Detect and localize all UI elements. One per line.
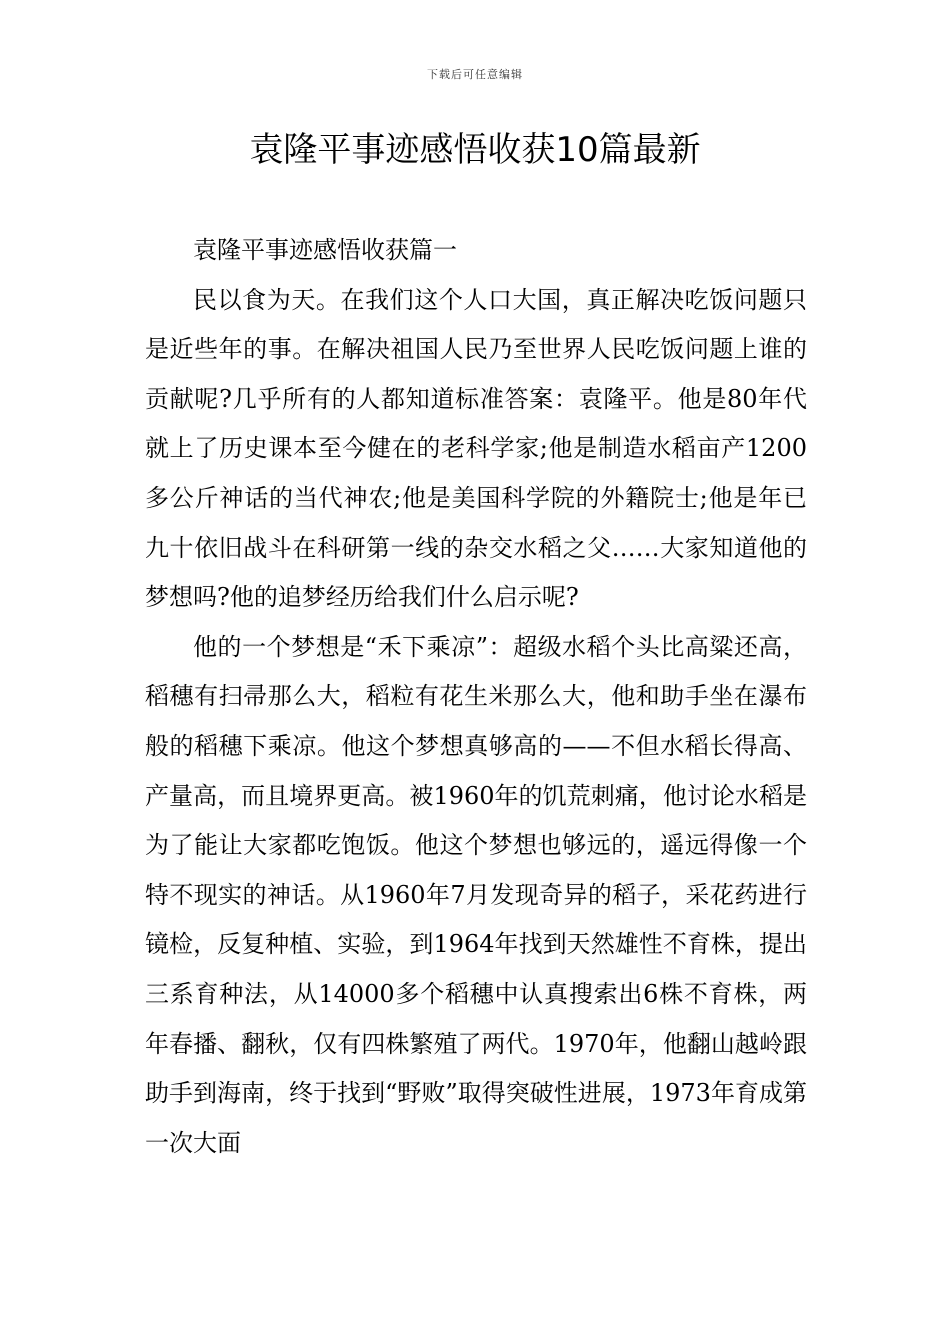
paragraph-1: 民以食为天。在我们这个人口大国，真正解决吃饭问题只是近些年的事。在解决祖国人民乃至世界人民吃饭问题上谁的贡献呢?几乎所有的人都知道标准答案：袁隆平。他是80年代就上了历史课本至今健在的老科学家;他是制造水稻亩产1200多公斤神话的当代神农;他是美国科学院的外籍院士;他是年已九十依旧战斗在科研第一线的杂交水稻之父……大家知道他的梦想吗?他的追梦经历给我们什么启示呢? — [145, 285, 807, 612]
document-body — [145, 226, 807, 1168]
section-heading: 袁隆平事迹感悟收获篇一 — [193, 236, 457, 264]
document-title: 袁隆平事迹感悟收获10篇最新 — [249, 130, 701, 170]
header-note: 下载后可任意编辑 — [427, 68, 523, 81]
paragraph-2: 他的一个梦想是“禾下乘凉”：超级水稻个头比高粱还高，稻穗有扫帚那么大，稻粒有花生米那么大，他和助手坐在瀑布般的稻穗下乘凉。他这个梦想真够高的——不但水稻长得高、产量高，而且境界更高。被1960年的饥荒刺痛，他讨论水稻是为了能让大家都吃饱饭。他这个梦想也够远的，遥远得像一个特不现实的神话。从1960年7月发现奇异的稻子，采花药进行镜检，反复种植、实验，到1964年找到天然雄性不育株，提出三系育种法，从14000多个稻穗中认真搜索出6株不育株，两年春播、翻秋，仅有四株繁殖了两代。1970年，他翻山越岭跟助手到海南，终于找到“野败”取得突破性进展，1973年育成第一次大面 — [145, 632, 807, 1157]
